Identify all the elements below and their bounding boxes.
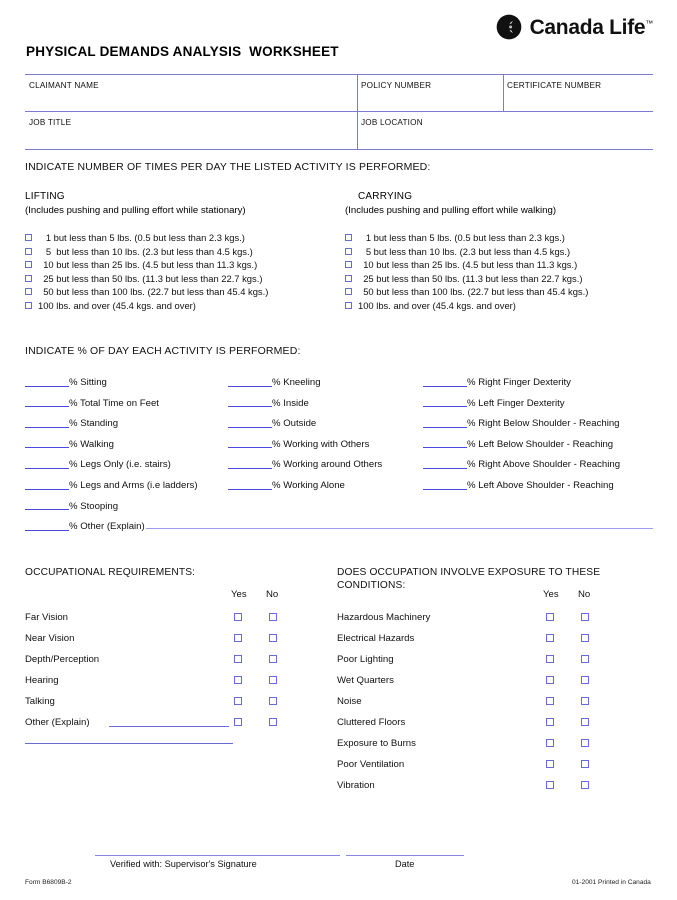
percent-activity-row (228, 390, 382, 411)
occupational-requirement-yes-checkbox[interactable] (234, 718, 242, 726)
print-info: 01-2001 Printed in Canada (572, 879, 651, 886)
form-number: Form B6809B-2 (25, 879, 72, 886)
date-label: Date (395, 859, 415, 869)
carrying-checkbox-list (345, 231, 588, 312)
table-divider-center (357, 74, 358, 150)
exposure-condition-no-checkbox[interactable] (581, 697, 589, 705)
percent-activity-row (423, 472, 620, 493)
exposure-condition-row (337, 694, 597, 715)
carrying-option-label: 25 but less than 50 lbs. (11.3 but less than 22.7 kgs.) (358, 272, 583, 284)
exposure-condition-label: Cluttered Floors (337, 717, 406, 728)
occupational-requirement-label: Far Vision (25, 612, 69, 623)
percent-activity-row (423, 369, 620, 390)
percent-activity-label: % Sitting (69, 377, 107, 388)
occupational-requirement-label: Hearing (25, 675, 59, 686)
occupational-requirement-yes-checkbox[interactable] (234, 634, 242, 642)
percent-activity-row (25, 431, 198, 452)
percent-activity-input-blank[interactable] (25, 447, 69, 448)
trademark-symbol: ™ (645, 18, 653, 28)
percent-activity-row (25, 410, 198, 431)
percent-activity-row (25, 451, 198, 472)
brand-logo (496, 14, 653, 40)
exposure-condition-yes-checkbox[interactable] (546, 697, 554, 705)
percent-activity-label: % Outside (272, 418, 317, 430)
exposure-condition-label: Poor Lighting (337, 654, 394, 665)
percent-activity-row (228, 369, 382, 390)
occupational-requirement-yes-checkbox[interactable] (234, 676, 242, 684)
carrying-option-row[interactable] (345, 285, 588, 299)
percent-activity-row (423, 451, 620, 472)
lifting-option-checkbox[interactable] (25, 234, 32, 241)
lifting-option-checkbox[interactable] (25, 288, 32, 295)
canada-life-circle-logo (496, 14, 522, 40)
carrying-option-row[interactable] (345, 272, 588, 286)
percent-activity-input-blank[interactable] (25, 406, 69, 407)
occupational-requirement-row (25, 715, 295, 736)
other-explain-blank-line[interactable] (146, 528, 653, 529)
brand-name: Canada Life (529, 15, 646, 39)
exposure-condition-yes-checkbox[interactable] (546, 781, 554, 789)
percent-activity-row (228, 410, 382, 431)
occupational-requirement-no-checkbox[interactable] (269, 718, 277, 726)
percent-activity-input-blank[interactable] (228, 406, 272, 407)
percent-activity-row (423, 431, 620, 452)
lifting-option-row[interactable] (25, 258, 268, 272)
occupational-requirement-row (25, 631, 295, 652)
percent-activity-label: % Stooping (69, 500, 119, 512)
field-label-job-title: JOB TITLE (29, 118, 72, 127)
table-divider-right (503, 74, 504, 112)
exposure-condition-label: Noise (337, 696, 362, 707)
exposure-condition-row (337, 673, 597, 694)
carrying-option-row[interactable] (345, 245, 588, 259)
percent-activity-input-blank[interactable] (25, 509, 69, 510)
carrying-option-label: 1 but less than 5 lbs. (0.5 but less than 2.3 kgs.) (358, 232, 565, 244)
field-label-certificate-number: CERTIFICATE NUMBER (507, 81, 602, 90)
percent-activity-row (423, 410, 620, 431)
exposure-condition-yes-checkbox[interactable] (546, 718, 554, 726)
carrying-option-row[interactable] (345, 299, 588, 313)
page-title: PHYSICAL DEMANDS ANALYSIS WORKSHEET (26, 44, 339, 59)
exposure-condition-no-checkbox[interactable] (581, 634, 589, 642)
exposure-condition-row (337, 610, 597, 631)
field-label-job-location: JOB LOCATION (361, 118, 423, 127)
percent-activity-input-blank[interactable] (25, 427, 69, 428)
exposure-condition-label: Vibration (337, 780, 375, 791)
exposure-condition-label: Wet Quarters (337, 675, 394, 686)
lifting-option-checkbox[interactable] (25, 261, 32, 268)
occupational-requirement-yes-checkbox[interactable] (234, 613, 242, 621)
exposure-condition-row (337, 757, 597, 778)
carrying-option-label: 50 but less than 100 lbs. (22.7 but less than 45.4 kgs.) (358, 286, 589, 298)
lifting-option-row[interactable] (25, 231, 268, 245)
percent-activity-label: % Legs and Arms (i.e ladders) (69, 479, 198, 491)
carrying-option-label: 10 but less than 25 lbs. (4.5 but less than 11.3 kgs.) (358, 259, 578, 271)
percent-activity-row (25, 493, 198, 514)
header-info-table (25, 74, 653, 150)
exposure-condition-yes-checkbox[interactable] (546, 760, 554, 768)
exposure-condition-yes-checkbox[interactable] (546, 613, 554, 621)
percent-activity-label: % Inside (272, 397, 309, 409)
date-line[interactable] (346, 855, 464, 856)
occupational-extra-blank-line[interactable] (25, 743, 233, 744)
exposure-conditions-list (337, 610, 597, 799)
percent-activity-label: % Kneeling (272, 377, 321, 388)
lifting-option-checkbox[interactable] (25, 275, 32, 282)
exposure-condition-yes-checkbox[interactable] (546, 634, 554, 642)
exposure-condition-label: Poor Ventilation (337, 759, 405, 770)
exposure-condition-no-checkbox[interactable] (581, 781, 589, 789)
percent-activity-row (228, 472, 382, 493)
percent-activity-label: % Walking (69, 438, 114, 450)
percent-activity-label: % Working Alone (272, 479, 345, 491)
percent-activity-input-blank[interactable] (228, 386, 272, 387)
percent-activity-label: % Legs Only (i.e. stairs) (69, 459, 171, 471)
occupational-requirement-label: Near Vision (25, 633, 75, 644)
lifting-option-checkbox[interactable] (25, 248, 32, 255)
percent-activity-label: % Total Time on Feet (69, 397, 159, 409)
field-label-policy-number: POLICY NUMBER (361, 81, 432, 90)
carrying-option-checkbox[interactable] (345, 234, 352, 241)
carrying-option-row[interactable] (345, 258, 588, 272)
carrying-option-row[interactable] (345, 231, 588, 245)
lifting-subtitle: (Includes pushing and pulling effort while stationary) (25, 205, 246, 216)
exposure-yes-column-header: Yes (543, 589, 559, 600)
exposure-condition-row (337, 778, 597, 799)
exposure-conditions-heading (337, 566, 600, 592)
percent-column-3 (423, 369, 620, 493)
lifting-option-label: 10 but less than 25 lbs. (4.5 but less than 11.3 kgs.) (38, 259, 258, 271)
percent-activity-input-blank[interactable] (228, 447, 272, 448)
percent-activity-input-blank[interactable] (25, 386, 69, 387)
percent-activity-input-blank[interactable] (423, 406, 467, 407)
exposure-condition-row (337, 652, 597, 673)
percent-activity-input-blank[interactable] (423, 489, 467, 490)
occupational-requirement-row (25, 694, 295, 715)
percent-activity-row (228, 431, 382, 452)
lifting-option-label: 50 but less than 100 lbs. (22.7 but less than 45.4 kgs.) (38, 286, 269, 298)
carrying-title: CARRYING (358, 191, 413, 202)
lifting-option-checkbox[interactable] (25, 302, 32, 309)
occupational-requirement-yes-checkbox[interactable] (234, 697, 242, 705)
percent-activity-input-blank[interactable] (25, 530, 69, 531)
percent-section-heading: INDICATE % OF DAY EACH ACTIVITY IS PERFORMED: (25, 345, 301, 357)
percent-column-1 (25, 369, 198, 534)
exposure-condition-no-checkbox[interactable] (581, 739, 589, 747)
exposure-condition-label: Hazardous Machinery (337, 612, 431, 623)
table-rule-bottom (25, 149, 653, 150)
percent-activity-label: % Left Below Shoulder - Reaching (467, 438, 614, 450)
percent-activity-input-blank[interactable] (423, 386, 467, 387)
percent-activity-input-blank[interactable] (228, 468, 272, 469)
field-label-claimant-name: CLAIMANT NAME (29, 81, 99, 90)
occupational-requirement-row (25, 673, 295, 694)
occupational-requirement-no-checkbox[interactable] (269, 676, 277, 684)
exposure-condition-row (337, 715, 597, 736)
occupational-requirement-row (25, 652, 295, 673)
exposure-condition-no-checkbox[interactable] (581, 613, 589, 621)
exposure-no-column-header: No (578, 589, 591, 600)
carrying-option-label: 100 lbs. and over (45.4 kgs. and over) (358, 299, 516, 311)
exposure-condition-no-checkbox[interactable] (581, 718, 589, 726)
carrying-option-checkbox[interactable] (345, 302, 352, 309)
percent-activity-input-blank[interactable] (228, 489, 272, 490)
lifting-option-label: 5 but less than 10 lbs. (2.3 but less than 4.5 kgs.) (38, 245, 253, 257)
exposure-condition-no-checkbox[interactable] (581, 760, 589, 768)
percent-activity-row (25, 390, 198, 411)
frequency-section-heading: INDICATE NUMBER OF TIMES PER DAY THE LISTED ACTIVITY IS PERFORMED: (25, 161, 431, 173)
occupational-requirement-explain-blank[interactable] (109, 726, 229, 727)
percent-activity-input-blank[interactable] (25, 468, 69, 469)
occupational-requirements-list (25, 610, 295, 736)
lifting-title: LIFTING (25, 191, 65, 202)
occupational-requirement-no-checkbox[interactable] (269, 697, 277, 705)
percent-activity-input-blank[interactable] (423, 447, 467, 448)
lifting-option-label: 25 but less than 50 lbs. (11.3 but less than 22.7 kgs.) (38, 272, 263, 284)
exposure-condition-label: Electrical Hazards (337, 633, 415, 644)
percent-activity-input-blank[interactable] (423, 427, 467, 428)
occupational-requirement-no-checkbox[interactable] (269, 613, 277, 621)
percent-activity-label: % Right Below Shoulder - Reaching (467, 418, 620, 430)
occ-no-column-header: No (266, 589, 279, 600)
occupational-requirement-no-checkbox[interactable] (269, 655, 277, 663)
exposure-condition-row (337, 736, 597, 757)
exposure-heading-line-2: CONDITIONS: (337, 580, 406, 591)
occupational-requirement-label: Other (Explain) (25, 717, 90, 728)
exposure-condition-yes-checkbox[interactable] (546, 655, 554, 663)
percent-activity-label: % Standing (69, 418, 119, 430)
exposure-condition-no-checkbox[interactable] (581, 655, 589, 663)
lifting-option-row[interactable] (25, 299, 268, 313)
carrying-option-checkbox[interactable] (345, 275, 352, 282)
percent-activity-input-blank[interactable] (228, 427, 272, 428)
percent-activity-label: % Right Above Shoulder - Reaching (467, 459, 621, 471)
exposure-condition-row (337, 631, 597, 652)
percent-activity-label: % Left Above Shoulder - Reaching (467, 479, 614, 491)
occupational-requirement-label: Talking (25, 696, 55, 707)
exposure-condition-yes-checkbox[interactable] (546, 676, 554, 684)
percent-activity-input-blank[interactable] (25, 489, 69, 490)
occupational-requirement-yes-checkbox[interactable] (234, 655, 242, 663)
percent-activity-input-blank[interactable] (423, 468, 467, 469)
table-rule-middle (25, 111, 653, 112)
percent-activity-label: % Working around Others (272, 459, 383, 471)
occupational-requirement-label: Depth/Perception (25, 654, 100, 665)
carrying-option-checkbox[interactable] (345, 288, 352, 295)
percent-activity-label: % Other (Explain) (69, 521, 145, 533)
table-rule-top (25, 74, 653, 75)
lifting-option-label: 1 but less than 5 lbs. (0.5 but less than 2.3 kgs.) (38, 232, 245, 244)
percent-activity-row (25, 472, 198, 493)
lifting-option-label: 100 lbs. and over (45.4 kgs. and over) (38, 299, 196, 311)
percent-activity-row (25, 369, 198, 390)
occupational-requirements-heading: OCCUPATIONAL REQUIREMENTS: (25, 567, 196, 578)
percent-activity-row (25, 513, 198, 534)
percent-activity-label: % Working with Others (272, 438, 370, 450)
carrying-subtitle: (Includes pushing and pulling effort while walking) (345, 205, 557, 216)
occ-yes-column-header: Yes (231, 589, 247, 600)
signature-line[interactable] (95, 855, 340, 856)
percent-activity-row (423, 390, 620, 411)
carrying-option-checkbox[interactable] (345, 248, 352, 255)
exposure-heading-line-1: DOES OCCUPATION INVOLVE EXPOSURE TO THESE (337, 567, 601, 578)
percent-activity-label: % Left Finger Dexterity (467, 397, 565, 409)
carrying-option-label: 5 but less than 10 lbs. (2.3 but less than 4.5 kgs.) (358, 245, 571, 257)
percent-activity-label: % Right Finger Dexterity (467, 377, 571, 388)
occupational-requirement-no-checkbox[interactable] (269, 634, 277, 642)
brand-name-wrap (530, 17, 653, 38)
lifting-option-row[interactable] (25, 285, 268, 299)
percent-activity-row (228, 451, 382, 472)
lifting-checkbox-list (25, 231, 268, 312)
exposure-condition-yes-checkbox[interactable] (546, 739, 554, 747)
percent-column-2 (228, 369, 382, 493)
signature-label: Verified with: Supervisor's Signature (110, 859, 257, 869)
exposure-condition-no-checkbox[interactable] (581, 676, 589, 684)
occupational-requirement-row (25, 610, 295, 631)
exposure-condition-label: Exposure to Burns (337, 738, 416, 749)
lifting-option-row[interactable] (25, 245, 268, 259)
lifting-option-row[interactable] (25, 272, 268, 286)
carrying-option-checkbox[interactable] (345, 261, 352, 268)
